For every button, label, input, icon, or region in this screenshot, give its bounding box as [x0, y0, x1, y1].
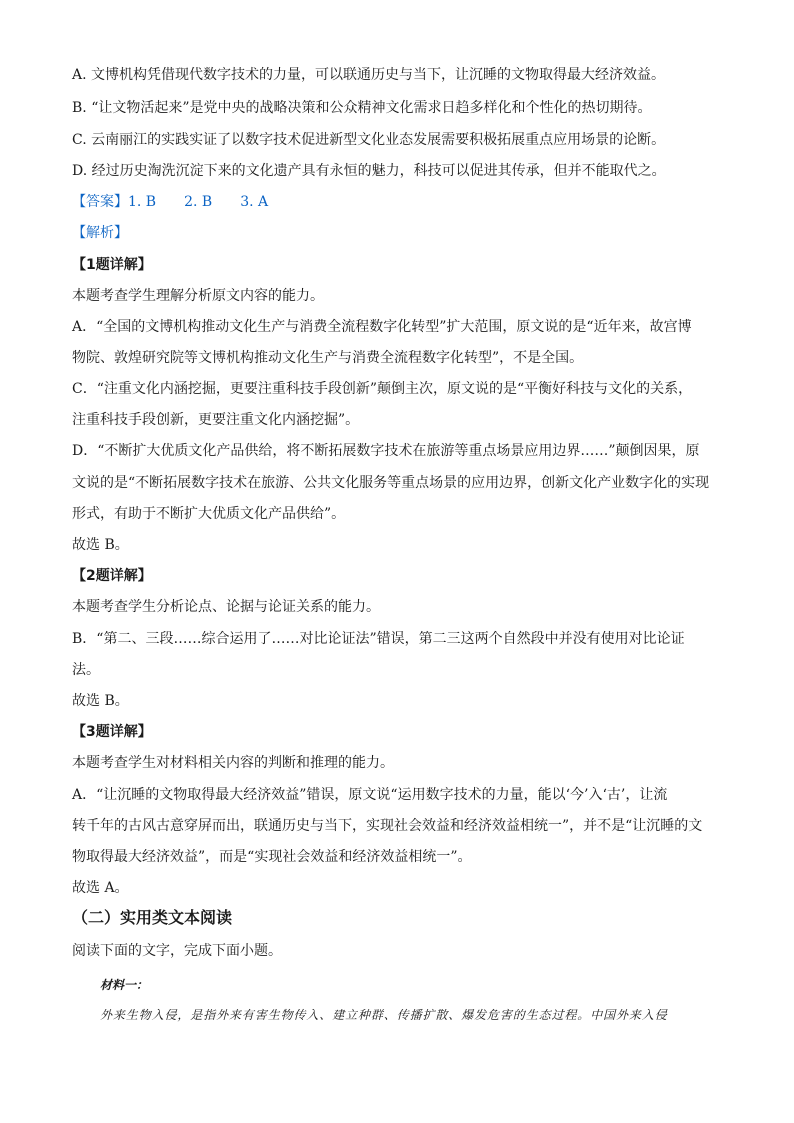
option-c: C. 云南丽江的实践实证了以数字技术促进新型文化业态发展需要积极拓展重点应用场景的论断。 [72, 132, 666, 148]
option-a: A. 文博机构凭借现代数字技术的力量，可以联通历史与当下，让沉睡的文物取得最大经济效益。 [72, 67, 666, 83]
q1-line: 形式，有助于不断扩大优质文化产品供给”。 [72, 506, 346, 522]
q2-line: B．“第二、三段……综合运用了……对比论证法”错误，第二三这两个自然段中并没有使用对比论证 [72, 631, 685, 647]
q2-line: 法。 [72, 662, 100, 678]
q1-conclusion: 故选 B。 [72, 537, 129, 553]
answer-label: 【答案】 [72, 194, 128, 210]
answer-values: 1. B 2. B 3. A [128, 194, 269, 210]
q3-conclusion: 故选 A。 [72, 880, 129, 896]
q1-line: C．“注重文化内涵挖掘，更要注重科技手段创新”颠倒主次，原文说的是“平衡好科技与文化的关系， [72, 381, 693, 397]
q3-line: 物取得最大经济效益”，而是“实现社会效益和经济效益相统一”。 [72, 849, 472, 865]
section-instruction: 阅读下面的文字，完成下面小题。 [72, 943, 282, 959]
q2-line: 本题考查学生分析论点、论据与论证关系的能力。 [72, 599, 380, 615]
q1-heading: 【1题详解】 [72, 257, 152, 273]
q2-heading: 【2题详解】 [72, 568, 152, 584]
q1-line: 本题考查学生理解分析原文内容的能力。 [72, 288, 324, 304]
q1-line: 注重科技手段创新，更要注重文化内涵挖掘”。 [72, 412, 360, 428]
material-label: 材料一： [100, 978, 149, 992]
q3-heading: 【3题详解】 [72, 724, 152, 740]
q3-line: A．“让沉睡的文物取得最大经济效益”错误，原文说“运用数字技术的力量，能以‘今’入‘古’，让流 [72, 787, 668, 803]
q2-conclusion: 故选 B。 [72, 693, 129, 709]
analysis-label: 【解析】 [72, 225, 128, 241]
q1-line: 物院、敦煌研究院等文博机构推动文化生产与消费全流程数字化转型”，不是全国。 [72, 350, 584, 366]
section-heading: （二）实用类文本阅读 [72, 908, 233, 927]
option-b: B. “让文物活起来”是党中央的战略决策和公众精神文化需求日趋多样化和个性化的热切期待。 [72, 100, 652, 116]
q1-line: D．“不断扩大优质文化产品供给，将不断拓展数字技术在旅游等重点场景应用边界……”颠倒因果，原 [72, 443, 700, 459]
q1-line: A．“全国的文博机构推动文化生产与消费全流程数字化转型”扩大范围，原文说的是“近年来，故宫博 [72, 319, 692, 335]
q3-line: 转千年的古风古意穿屏而出，联通历史与当下，实现社会效益和经济效益相统一”，并不是“让沉睡的文 [72, 818, 703, 834]
q3-line: 本题考查学生对材料相关内容的判断和推理的能力。 [72, 755, 394, 771]
material-text: 外来生物入侵，是指外来有害生物传入、建立种群、传播扩散、爆发危害的生态过程。中国外来入侵 [100, 1008, 668, 1022]
option-d: D. 经过历史淘洗沉淀下来的文化遗产具有永恒的魅力，科技可以促进其传承，但并不能取代之。 [72, 163, 666, 179]
q1-line: 文说的是“不断拓展数字技术在旅游、公共文化服务等重点场景的应用边界，创新文化产业数字化的实现 [72, 475, 710, 491]
answer-line [72, 193, 268, 211]
